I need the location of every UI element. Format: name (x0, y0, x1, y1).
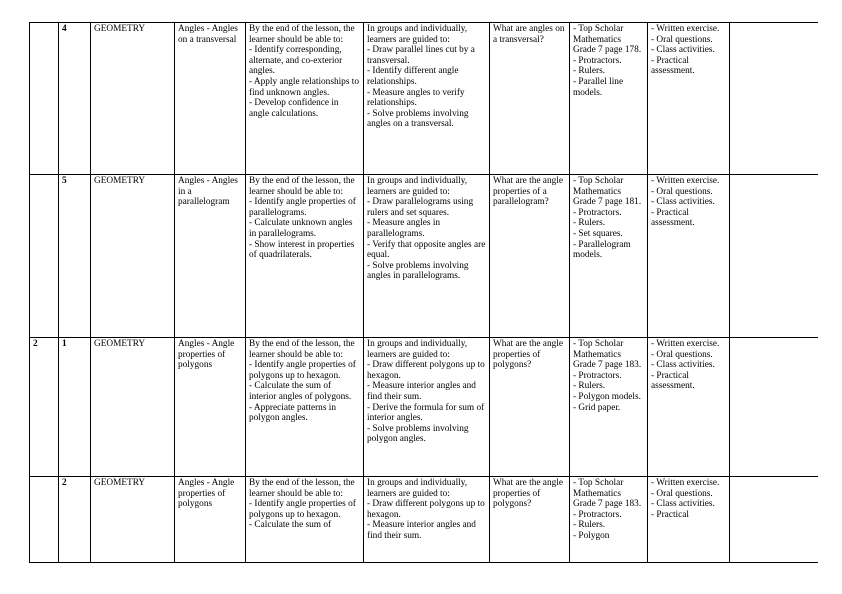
outcome-line: - Identify angle properties of parallelograms. (249, 197, 356, 218)
activity-line: In groups and individually, learners are guided to: (367, 24, 468, 45)
resource-line: - Parallel line models. (573, 76, 624, 98)
resource-line: - Set squares. (573, 228, 623, 239)
assessment-line: - Practical assessment. (651, 55, 695, 77)
key-inquiry-cell: What are the angle properties of polygons? (490, 477, 570, 563)
outcome-line: - Show interest in properties of quadrilaterals. (249, 239, 355, 261)
assessment-line: - Oral questions. (651, 349, 713, 360)
assessment-line: - Practical assessment. (651, 207, 695, 229)
activity-line: - Draw parallel lines cut by a transversal. (367, 45, 475, 66)
activity-line: - Derive the formula for sum of interior angles. (367, 402, 485, 424)
resource-line: - Rulers. (573, 66, 606, 77)
table-row (30, 175, 819, 338)
learning-activities-cell (364, 23, 490, 175)
outcome-line: - Calculate the sum of (249, 520, 332, 531)
learning-outcomes-cell (246, 175, 364, 338)
assessment-cell (648, 23, 730, 175)
resource-line: - Rulers. (573, 218, 606, 229)
assessment-line: - Written exercise. (651, 24, 720, 34)
outcome-line: By the end of the lesson, the learner should be able to: (249, 339, 355, 360)
assessment-cell (648, 175, 730, 338)
sub-strand-cell: Angles - Angles on a transversal (175, 23, 246, 175)
activity-line: In groups and individually, learners are guided to: (367, 478, 468, 499)
resource-line: - Protractors. (573, 370, 622, 381)
week-cell (30, 23, 59, 175)
assessment-line: - Written exercise. (651, 339, 720, 349)
activity-line: - Measure angles in parallelograms. (367, 218, 441, 239)
learning-activities-cell (364, 175, 490, 338)
remarks-cell (730, 338, 819, 477)
remarks-cell (730, 23, 819, 175)
assessment-line: - Class activities. (651, 499, 715, 510)
key-inquiry-cell: What are the angle properties of a parallelogram? (490, 175, 570, 338)
outcome-line: - Identify angle properties of polygons up to hexagon. (249, 499, 356, 520)
assessment-cell (648, 338, 730, 477)
outcome-line: - Identify angle properties of polygons up to hexagon. (249, 360, 356, 381)
resources-cell (570, 175, 648, 338)
assessment-line: - Class activities. (651, 197, 715, 208)
remarks-cell (730, 175, 819, 338)
scheme-of-work-table (29, 22, 818, 563)
sub-strand-cell: Angles - Angle properties of polygons (175, 338, 246, 477)
activity-line: In groups and individually, learners are guided to: (367, 339, 468, 360)
lesson-cell: 1 (59, 338, 91, 477)
resource-line: - Grid paper. (573, 402, 621, 413)
week-cell (30, 477, 59, 563)
assessment-line: - Practical assessment. (651, 370, 695, 392)
assessment-line: - Written exercise. (651, 478, 720, 488)
lesson-cell: 2 (59, 477, 91, 563)
activity-line: - Draw different polygons up to hexagon. (367, 360, 485, 381)
assessment-cell (648, 477, 730, 563)
table-row (30, 477, 819, 563)
strand-cell: GEOMETRY (91, 338, 175, 477)
sub-strand-cell: Angles - Angles in a parallelogram (175, 175, 246, 338)
activity-line: - Verify that opposite angles are equal. (367, 239, 486, 261)
resources-cell (570, 338, 648, 477)
resource-line: - Protractors. (573, 509, 622, 520)
lesson-cell: 4 (59, 23, 91, 175)
outcome-line: - Develop confidence in angle calculations. (249, 98, 339, 119)
activity-line: - Solve problems involving polygon angles. (367, 423, 469, 445)
week-cell: 2 (30, 338, 59, 477)
assessment-line: - Oral questions. (651, 488, 713, 499)
outcome-line: By the end of the lesson, the learner should be able to: (249, 176, 355, 197)
resource-line: - Rulers. (573, 381, 606, 392)
resource-line: - Polygon (573, 530, 610, 541)
outcome-line: - Appreciate patterns in polygon angles. (249, 402, 336, 424)
outcome-line: - Identify corresponding, alternate, and co-exterior angles. (249, 45, 343, 77)
activity-line: - Draw parallelograms using rulers and set squares. (367, 197, 474, 218)
assessment-line: - Oral questions. (651, 186, 713, 197)
remarks-cell (730, 477, 819, 563)
activity-line: - Measure interior angles and find their sum. (367, 381, 476, 402)
assessment-line: - Written exercise. (651, 176, 720, 186)
strand-cell: GEOMETRY (91, 23, 175, 175)
table-row (30, 338, 819, 477)
key-inquiry-cell: What are angles on a transversal? (490, 23, 570, 175)
resource-line: - Rulers. (573, 520, 606, 531)
resource-line: - Protractors. (573, 55, 622, 66)
assessment-line: - Practical (651, 509, 689, 520)
assessment-line: - Class activities. (651, 360, 715, 371)
activity-line: - Draw different polygons up to hexagon. (367, 499, 485, 520)
learning-activities-cell (364, 477, 490, 563)
outcome-line: By the end of the lesson, the learner should be able to: (249, 478, 355, 499)
outcome-line: - Apply angle relationships to find unknown angles. (249, 76, 359, 98)
activity-line: - Solve problems involving angles in parallelograms. (367, 260, 469, 282)
table-row (30, 23, 819, 175)
outcome-line: - Calculate the sum of interior angles of polygons. (249, 381, 352, 402)
activity-line: - Measure angles to verify relationships. (367, 87, 465, 109)
strand-cell: GEOMETRY (91, 175, 175, 338)
scheme-of-work-page (29, 22, 818, 569)
activity-line: - Identify different angle relationships. (367, 66, 459, 87)
outcome-line: - Calculate unknown angles in parallelograms. (249, 218, 353, 239)
resource-line: - Polygon models. (573, 391, 641, 402)
sub-strand-cell: Angles - Angle properties of polygons (175, 477, 246, 563)
activity-line: In groups and individually, learners are guided to: (367, 176, 468, 197)
week-cell (30, 175, 59, 338)
learning-outcomes-cell (246, 477, 364, 563)
assessment-line: - Oral questions. (651, 34, 713, 45)
resource-line: - Top Scholar Mathematics Grade 7 page 181. (573, 176, 642, 208)
learning-outcomes-cell (246, 23, 364, 175)
activity-line: - Solve problems involving angles on a transversal. (367, 108, 469, 130)
resources-cell (570, 23, 648, 175)
resource-line: - Top Scholar Mathematics Grade 7 page 183. (573, 478, 642, 510)
resource-line: - Parallelogram models. (573, 239, 631, 261)
learning-outcomes-cell (246, 338, 364, 477)
key-inquiry-cell: What are the angle properties of polygons? (490, 338, 570, 477)
resource-line: - Top Scholar Mathematics Grade 7 page 183. (573, 339, 642, 371)
activity-line: - Measure interior angles and find their sum. (367, 520, 476, 541)
resources-cell (570, 477, 648, 563)
outcome-line: By the end of the lesson, the learner should be able to: (249, 24, 355, 45)
lesson-cell: 5 (59, 175, 91, 338)
resource-line: - Top Scholar Mathematics Grade 7 page 178. (573, 24, 642, 56)
strand-cell: GEOMETRY (91, 477, 175, 563)
assessment-line: - Class activities. (651, 45, 715, 56)
resource-line: - Protractors. (573, 207, 622, 218)
learning-activities-cell (364, 338, 490, 477)
